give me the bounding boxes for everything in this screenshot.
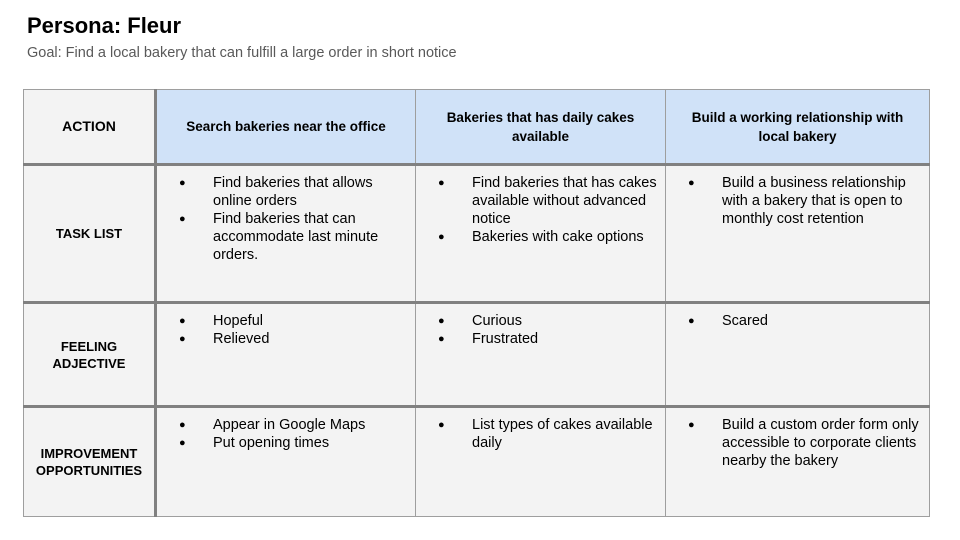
list-item: ● Curious (438, 312, 657, 330)
improvement-cell-relationship (666, 407, 930, 517)
list-item: ● Find bakeries that allows online orders (179, 174, 407, 210)
column-header-daily-cakes: Bakeries that has daily cakes available (416, 90, 666, 165)
column-header-search: Search bakeries near the office (156, 90, 416, 165)
improvement-cell-search (156, 407, 416, 517)
list-item: ● Build a custom order form only accessible to corporate clients nearby the bakery (688, 416, 921, 470)
journey-map-table (23, 89, 930, 517)
feeling-row (24, 303, 930, 407)
feeling-cell-daily-cakes (416, 303, 666, 407)
improvement-label: IMPROVEMENT OPPORTUNITIES (24, 407, 156, 517)
list-item: ● Build a business relationship with a bakery that is open to monthly cost retention (688, 174, 921, 228)
feeling-cell-relationship (666, 303, 930, 407)
header-row (24, 90, 930, 165)
task-cell-daily-cakes (416, 165, 666, 303)
task-cell-search (156, 165, 416, 303)
list-item: ● Relieved (179, 330, 407, 348)
list-item: ● Find bakeries that can accommodate last minute orders. (179, 210, 407, 264)
persona-goal: Goal: Find a local bakery that can fulfill a large order in short notice (27, 45, 457, 61)
list-item: ● Hopeful (179, 312, 407, 330)
task-cell-relationship (666, 165, 930, 303)
list-item: ● Appear in Google Maps (179, 416, 407, 434)
column-header-relationship: Build a working relationship with local bakery (666, 90, 930, 165)
improvement-row (24, 407, 930, 517)
feeling-label: FEELING ADJECTIVE (24, 303, 156, 407)
page-title: Persona: Fleur (27, 13, 182, 38)
list-item: ● Frustrated (438, 330, 657, 348)
list-item: ● List types of cakes available daily (438, 416, 657, 452)
list-item: ● Put opening times (179, 434, 407, 452)
action-header: ACTION (24, 90, 156, 165)
task-list-row (24, 165, 930, 303)
feeling-cell-search (156, 303, 416, 407)
list-item: ● Bakeries with cake options (438, 228, 657, 246)
improvement-cell-daily-cakes (416, 407, 666, 517)
list-item: ● Scared (688, 312, 921, 330)
task-list-label: TASK LIST (24, 165, 156, 303)
list-item: ● Find bakeries that has cakes available without advanced notice (438, 174, 657, 228)
